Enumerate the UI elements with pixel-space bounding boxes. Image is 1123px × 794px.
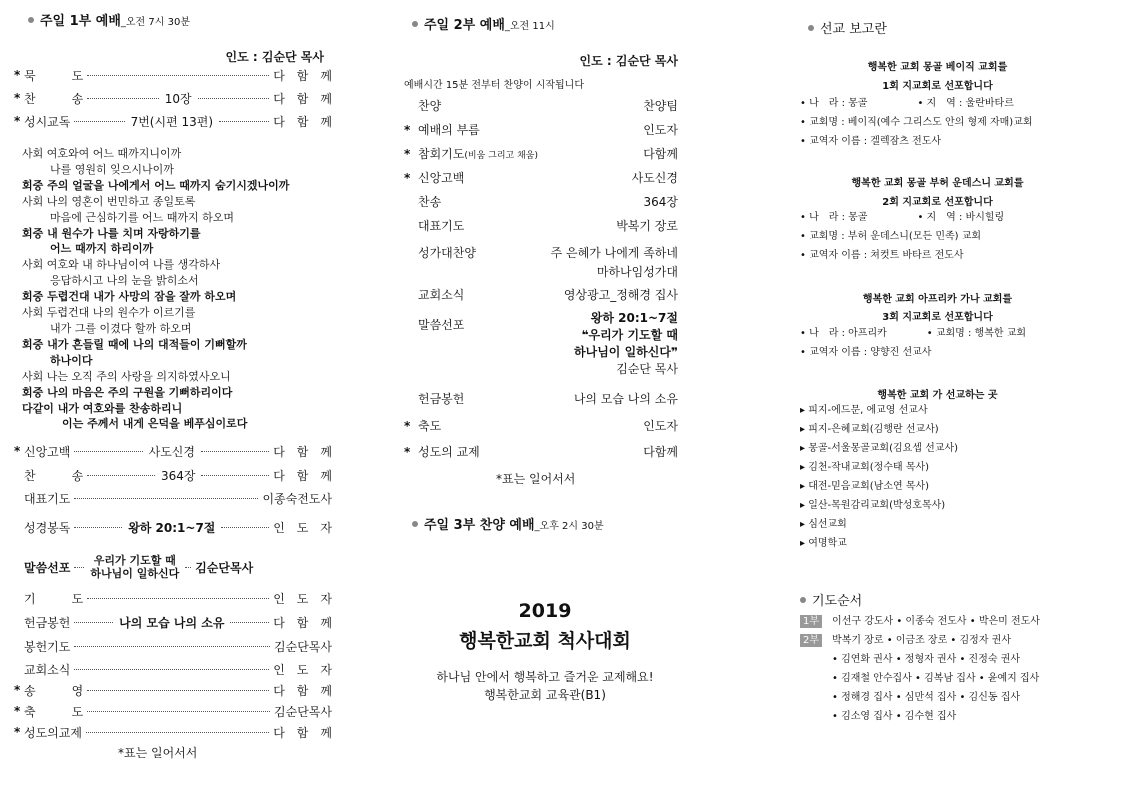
service1-title: 주일 1부 예배_오전 7시 30분 xyxy=(28,10,190,29)
order-detail: 7번(시편 13편) xyxy=(130,114,214,129)
order-row xyxy=(14,442,332,460)
order-leader: 다함께 xyxy=(643,146,678,161)
order-row xyxy=(404,192,678,210)
list-line: • 교회명 : 베이직(예수 그리스도 안의 형제 자매)교회 xyxy=(800,117,1033,128)
order-leader: 박복기 장로 xyxy=(616,218,678,233)
order-leader: 인도자 xyxy=(643,418,678,433)
order-label-group xyxy=(404,97,441,114)
liturgy-line: 사회 여호와여 어느 때까지니이까 xyxy=(22,147,182,160)
liturgy-line: 회중 두렵건대 내가 사망의 잠을 잘까 하오며 xyxy=(22,290,237,304)
order-leader: 다 함 께 xyxy=(273,68,332,83)
order-leader: 김순단목사 xyxy=(274,639,332,654)
dot-leader xyxy=(87,98,159,99)
order-label-group xyxy=(404,443,480,460)
order-label: 교회소식 xyxy=(24,662,71,677)
order-label: 헌금봉헌 xyxy=(24,615,71,630)
order-detail: 10장 xyxy=(164,91,192,106)
list-line: ▸ 몽골-서울몽골교회(김요셉 선교사) xyxy=(800,443,959,454)
dot-leader xyxy=(201,475,269,476)
service2-note: 예배시간 15분 전부터 찬양이 시작됩니다 xyxy=(404,80,584,91)
list-line: ▸ 일산-목원감리교회(박성호목사) xyxy=(800,500,946,511)
order-label-note: (비움 그리고 채움) xyxy=(464,150,538,161)
order-label: 대표기도 xyxy=(24,491,71,506)
list-line: ▸ 여명학교 xyxy=(800,538,847,549)
mission3-details xyxy=(800,324,1026,362)
list-line: ▸ 김천-작내교회(정수태 목사) xyxy=(800,462,930,473)
order-row xyxy=(14,66,332,84)
prayer-names: • 김재철 안수집사 • 김복남 집사 • 윤예지 집사 xyxy=(832,673,1040,684)
prayer-names: • 김소영 집사 • 김수현 집사 xyxy=(832,711,957,722)
choir-name: 마하나임성가대 xyxy=(596,265,678,279)
mission2-details xyxy=(800,208,1004,265)
order-detail: 왕하 20:1~7절 xyxy=(128,520,216,535)
order-row xyxy=(14,637,332,655)
service2-footnote: *표는 일어서서 xyxy=(496,472,576,486)
bullet-icon xyxy=(412,21,418,27)
order-leader: 다 함 께 xyxy=(273,615,332,630)
star-mark: * xyxy=(404,170,411,185)
list-line: • 교역자 이름 : 겔렉잠츠 전도사 xyxy=(800,136,942,147)
order-leader: 찬양팀 xyxy=(643,98,678,113)
star-mark: * xyxy=(14,444,21,458)
order-leader: 인 도 자 xyxy=(273,520,332,535)
order-row xyxy=(14,660,332,678)
order-leader: 김순단목사 xyxy=(274,704,332,719)
list-line: ▸ 피지-에드문, 에교영 선교사 xyxy=(800,405,928,416)
prayer-list xyxy=(800,612,1040,726)
dot-leader xyxy=(74,121,124,122)
dot-leader xyxy=(221,527,269,528)
dot-leader xyxy=(74,527,122,528)
order-detail: 나의 모습 나의 소유 xyxy=(119,615,225,630)
order-label: 신앙고백 xyxy=(418,170,465,185)
star-mark: * xyxy=(14,114,21,128)
sermon-title xyxy=(88,554,181,580)
order-detail: 사도신경 xyxy=(148,444,195,459)
prayer-names: • 김연화 권사 • 정형자 권사 • 진정숙 권사 xyxy=(832,654,1021,665)
order-row xyxy=(404,442,678,460)
star-mark: * xyxy=(14,725,21,739)
order-label: 찬 송 xyxy=(24,91,84,106)
order-row xyxy=(14,112,332,130)
order-label-group xyxy=(404,169,464,186)
order-label-group xyxy=(404,121,480,138)
order-row xyxy=(404,416,678,434)
prayer-names: 이선구 강도사 • 이종숙 전도사 • 박은미 전도사 xyxy=(832,616,1040,627)
order-leader: 다 함 께 xyxy=(273,444,332,459)
star-mark: * xyxy=(404,444,411,459)
order-row xyxy=(14,466,332,484)
list-line: ▸ 심선교회 xyxy=(800,519,847,530)
order-label: 찬송 xyxy=(418,194,442,209)
liturgy-line: 회중 내 원수가 나를 치며 자랑하기를 xyxy=(22,226,201,240)
order-label: 묵 도 xyxy=(24,68,84,83)
event-name: 행복한교회 척사대회 xyxy=(459,630,631,652)
liturgy-line: 내가 그를 이겼다 할까 하오며 xyxy=(50,321,192,335)
liturgy-line: 사회 나의 영혼이 번민하고 종일토록 xyxy=(22,194,196,208)
event-year: 2019 xyxy=(518,600,572,622)
order-leader: 인 도 자 xyxy=(273,662,332,677)
mission1-title: 행복한 교회 몽골 베이직 교회를 xyxy=(867,62,1008,73)
dot-leader xyxy=(74,498,258,499)
order-detail: 364장 xyxy=(160,468,196,483)
order-row xyxy=(14,89,332,107)
order-label: 참회기도 xyxy=(418,146,465,161)
order-row xyxy=(14,723,332,741)
liturgy-line: 사회 여호와 내 하나님이여 나를 생각하사 xyxy=(22,258,221,272)
mission2-title: 행복한 교회 몽골 부허 운데스니 교회를 xyxy=(851,178,1024,189)
order-label: 대표기도 xyxy=(418,218,465,233)
order-leader: 인도자 xyxy=(643,122,678,137)
order-leader: 다함께 xyxy=(643,444,678,459)
order-row xyxy=(404,144,678,162)
list-line: • 교역자 이름 : 쳐컷트 바타르 전도사 xyxy=(800,250,964,261)
order-row xyxy=(404,96,678,114)
prayer-names: • 정해경 집사 • 심만석 집사 • 김신동 집사 xyxy=(832,692,1021,703)
order-leader: 다 함 께 xyxy=(273,683,332,698)
dot-leader xyxy=(201,451,269,452)
liturgy-line: 어느 때까지 하리이까 xyxy=(50,242,154,256)
order-label: 성도의 교제 xyxy=(418,444,480,459)
order-leader: 이종숙전도사 xyxy=(262,491,332,506)
sermon-preacher: 김순단목사 xyxy=(195,560,254,575)
order-label: 성도의교제 xyxy=(24,725,82,740)
liturgy-line: 이는 주께서 내게 은덕을 베푸심이로다 xyxy=(62,417,248,431)
prayer-badge: 1부 xyxy=(800,615,822,628)
list-line: • 교역자 이름 : 양향진 선교사 xyxy=(800,347,932,358)
dot-leader xyxy=(198,98,270,99)
list-line: • 교회명 : 부허 운데스니(모든 민족) 교회 xyxy=(800,231,982,242)
offering-song: 나의 모습 나의 소유 xyxy=(573,392,678,406)
star-mark: * xyxy=(404,418,411,433)
order-leader: 인 도 자 xyxy=(273,591,332,606)
dot-leader xyxy=(230,622,269,623)
order-row xyxy=(14,613,332,631)
star-mark: * xyxy=(404,122,411,137)
service3-title: 주일 3부 찬양 예배_오후 2시 30분 xyxy=(412,514,604,533)
dot-leader xyxy=(87,598,269,599)
order-leader: 364장 xyxy=(643,194,678,209)
star-mark: * xyxy=(14,704,21,718)
order-row xyxy=(14,518,332,536)
dot-leader xyxy=(74,622,113,623)
liturgy-line: 하나이다 xyxy=(50,353,93,367)
dot-leader xyxy=(219,121,269,122)
bullet-icon xyxy=(412,521,418,527)
mission3-subtitle: 3회 지교회로 선포합니다 xyxy=(882,312,993,323)
choir-song: 주 은혜가 나에게 족하네 xyxy=(550,246,678,260)
dot-leader xyxy=(74,669,269,670)
sermon2-title1: ❝우리가 기도할 때 xyxy=(581,328,678,342)
prayer-line xyxy=(800,612,1040,631)
liturgy-line: 회중 주의 얼굴을 나에게서 어느 때까지 숨기시겠나이까 xyxy=(22,178,290,192)
liturgy-line: 사회 나는 오직 주의 사랑을 의지하였사오니 xyxy=(22,369,231,383)
order-leader: 다 함 께 xyxy=(273,114,333,129)
order-row xyxy=(14,489,332,507)
bullet-icon xyxy=(808,25,814,31)
mission3-title: 행복한 교회 아프리카 가나 교회를 xyxy=(862,294,1013,305)
star-mark: * xyxy=(14,91,21,105)
liturgy-line: 회중 나의 마음은 주의 구원을 기뻐하리이다 xyxy=(22,385,233,399)
sermon2-label: 말씀선포 xyxy=(418,318,465,332)
dot-leader xyxy=(87,75,269,76)
sermon-label: 말씀선포 xyxy=(24,560,71,575)
order-leader: 다 함 께 xyxy=(273,725,332,740)
dot-leader xyxy=(87,711,270,712)
sermon-title-line1: 우리가 기도할 때 xyxy=(93,554,176,567)
offering-label: 헌금봉헌 xyxy=(418,392,465,406)
mission1-details xyxy=(800,94,1033,151)
service1-responsive-reading xyxy=(22,146,289,432)
mission-places-title: 행복한 교회 가 선교하는 곳 xyxy=(877,390,998,401)
order-label: 성시교독 xyxy=(24,114,71,129)
dot-leader xyxy=(87,690,269,691)
liturgy-line: 마음에 근심하기를 어느 때까지 하오며 xyxy=(50,210,235,224)
prayer-title: 기도순서 xyxy=(800,590,862,609)
order-label: 축도 xyxy=(418,418,442,433)
service1-sermon-row xyxy=(14,554,332,580)
news-label: 교회소식 xyxy=(418,288,465,302)
service1-footnote: *표는 일어서서 xyxy=(118,746,198,760)
sermon-title-line2: 하나님이 일하신다 xyxy=(90,567,180,580)
order-label: 축 도 xyxy=(24,704,84,719)
prayer-names: 박복기 장로 • 이금조 장로 • 김정자 권사 xyxy=(832,635,1011,646)
order-leader: 사도신경 xyxy=(631,170,678,185)
order-row xyxy=(404,216,678,234)
order-row xyxy=(404,120,678,138)
bullet-icon xyxy=(800,597,806,603)
prayer-line xyxy=(800,631,1040,650)
star-mark: * xyxy=(14,68,21,82)
dot-leader xyxy=(86,732,269,733)
choir-info xyxy=(551,244,678,280)
choir-label: 성가대찬양 xyxy=(418,246,476,260)
list-line: • 나 라 : 아프리카 • 교회명 : 행복한 교회 xyxy=(800,328,1027,339)
order-row xyxy=(404,168,678,186)
dot-leader xyxy=(74,646,270,647)
order-row xyxy=(14,702,332,720)
order-label: 기 도 xyxy=(24,591,84,606)
order-label: 찬 송 xyxy=(24,468,84,483)
service2-title: 주일 2부 예배_오전 11시 xyxy=(412,14,555,33)
news-who: 영상광고_정해경 집사 xyxy=(563,288,678,302)
order-row xyxy=(14,589,332,607)
sermon2-title2: 하나님이 일하신다❞ xyxy=(574,345,678,359)
order-label: 봉헌기도 xyxy=(24,639,71,654)
sermon2-preacher: 김순단 목사 xyxy=(616,362,678,376)
order-leader: 다 함 께 xyxy=(273,468,332,483)
prayer-line xyxy=(800,707,1040,726)
order-label: 성경봉독 xyxy=(24,520,71,535)
list-line: ▸ 피지-은혜교회(김행란 선교사) xyxy=(800,424,939,435)
order-label-group xyxy=(404,217,464,234)
prayer-line xyxy=(800,650,1040,669)
liturgy-line: 다같이 내가 여호와를 찬송하리니 xyxy=(22,401,183,415)
dot-leader xyxy=(74,451,142,452)
prayer-line xyxy=(800,688,1040,707)
order-label-group xyxy=(404,417,441,434)
service2-leader: 인도 : 김순단 목사 xyxy=(579,54,678,68)
event-place: 행복한교회 교육관(B1) xyxy=(484,688,606,702)
liturgy-line: 회중 내가 흔들릴 때에 나의 대적들이 기뻐할까 xyxy=(22,337,247,351)
dot-leader xyxy=(87,475,155,476)
list-line: ▸ 대전-믿음교회(남소연 목사) xyxy=(800,481,930,492)
list-line: • 나 라 : 몽골 • 지 역 : 바시힐링 xyxy=(800,212,1005,223)
order-label-group xyxy=(404,145,538,162)
order-label: 찬양 xyxy=(418,98,442,113)
mission1-subtitle: 1회 지교회로 선포합니다 xyxy=(882,81,993,92)
order-label-group xyxy=(404,193,441,210)
list-line: • 나 라 : 몽골 • 지 역 : 울란바타르 xyxy=(800,98,1014,109)
liturgy-line: 응답하시고 나의 눈을 밝히소서 xyxy=(50,274,199,288)
order-leader: 다 함 께 xyxy=(273,91,332,106)
bullet-icon xyxy=(28,17,34,23)
order-label: 신앙고백 xyxy=(24,444,71,459)
star-mark: * xyxy=(14,683,21,697)
star-mark: * xyxy=(404,146,411,161)
order-row xyxy=(14,681,332,699)
service1-leader: 인도 : 김순단 목사 xyxy=(225,50,324,64)
sermon2-info xyxy=(574,310,678,378)
order-label: 송 영 xyxy=(24,683,84,698)
order-label: 예배의 부름 xyxy=(418,122,480,137)
sermon2-scripture: 왕하 20:1~7절 xyxy=(590,311,678,325)
liturgy-line: 사회 두렵건대 나의 원수가 이르기를 xyxy=(22,306,196,320)
mission-title: 선교 보고란 xyxy=(808,18,887,37)
prayer-badge: 2부 xyxy=(800,634,822,647)
liturgy-line: 나를 영원히 잊으시나이까 xyxy=(50,162,174,176)
event-slogan: 하나님 안에서 행복하고 즐거운 교제해요! xyxy=(436,670,654,684)
mission-places-list xyxy=(800,401,958,553)
mission2-subtitle: 2회 지교회로 선포합니다 xyxy=(882,197,993,208)
prayer-line xyxy=(800,669,1040,688)
